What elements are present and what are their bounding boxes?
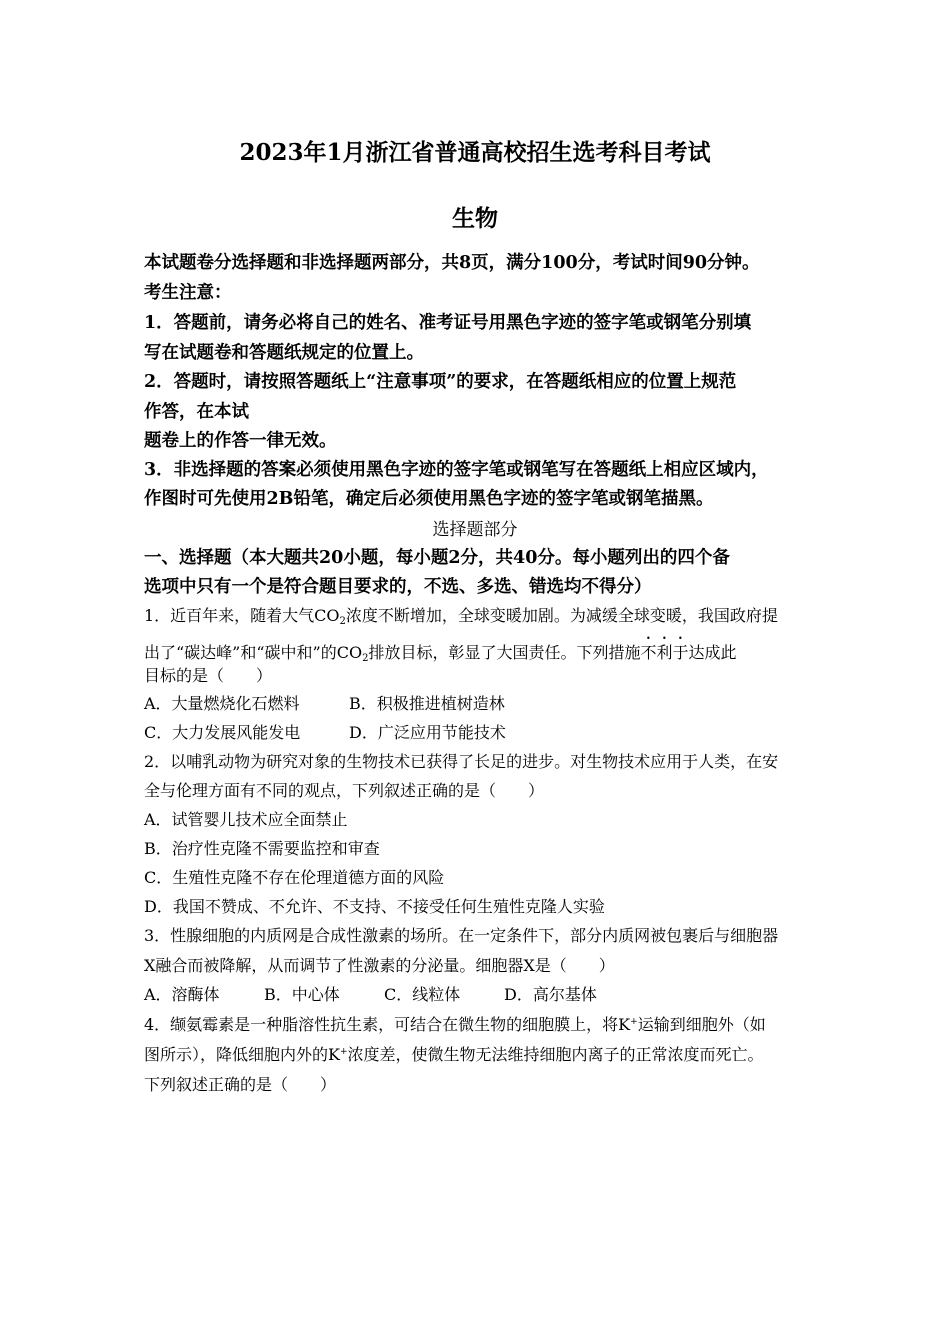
q2-option-d: D．我国不赞成、不允许、不支持、不接受任何生殖性克隆人实验: [144, 897, 605, 916]
q1-line1: [144, 603, 778, 627]
q4-text: 4．缬氨霉素是一种脂溶性抗生素，可结合在微生物的细胞膜上，将K: [144, 1015, 631, 1034]
notice-item2-line3: 题卷上的作答一律无效。: [144, 431, 337, 451]
notice-item1-line1: 1．答题前，请务必将自己的姓名、准考证号用黑色字迹的签字笔或钢笔分别填: [144, 313, 752, 333]
notice-item3-line2: 作图时可先使用2B铅笔，确定后必须使用黑色字迹的签字笔或钢笔描黑。: [144, 489, 714, 509]
q4-text: 浓度差，使微生物无法维持细胞内离子的正常浓度而死亡。: [347, 1045, 764, 1064]
q4-line1: [144, 1012, 766, 1035]
q4-line2: [144, 1042, 764, 1065]
q1-subscript: 2: [362, 653, 369, 664]
notice-heading: 考生注意：: [144, 283, 232, 303]
q1-option-b: B．积极推进植树造林: [349, 694, 505, 713]
q2-option-c: C．生殖性克隆不存在伦理道德方面的风险: [144, 868, 445, 887]
q1-line2: [144, 634, 737, 664]
q1-text: 排放目标，彰显了大国责任。下列措施: [368, 643, 641, 662]
q1-text: 达成此: [688, 643, 737, 662]
section-heading-line2: 选项中只有一个是符合题目要求的，不选、多选、错选均不得分）: [144, 577, 652, 597]
q1-text: 浓度不断增加，全球变暖加剧。为减缓全球变暖，我国政府提: [345, 606, 778, 625]
q3-options: [144, 982, 597, 1005]
q2-line2: 全与伦理方面有不同的观点，下列叙述正确的是（ ）: [144, 781, 545, 800]
q3-option-d: D．高尔基体: [504, 985, 597, 1004]
q2-option-b: B．治疗性克隆不需要监控和审查: [144, 839, 380, 858]
q2-option-a: A．试管婴儿技术应全面禁止: [144, 810, 348, 829]
exam-title: 2023年1月浙江省普通高校招生选考科目考试: [239, 139, 711, 166]
q4-line3: 下列叙述正确的是（ ）: [144, 1075, 337, 1094]
notice-item1-line2: 写在试题卷和答题纸规定的位置上。: [144, 343, 424, 363]
subject-title: 生物: [452, 205, 498, 232]
notice-item2-line2: 作答，在本试: [144, 402, 249, 422]
q3-line1: 3．性腺细胞的内质网是合成性激素的场所。在一定条件下，部分内质网被包裹后与细胞器: [144, 926, 779, 945]
q4-superscript: +: [630, 1017, 638, 1027]
q4-text: 运输到细胞外（如: [637, 1015, 766, 1034]
q2-line1: 2．以哺乳动物为研究对象的生物技术已获得了长足的进步。对生物技术应用于人类，在安: [144, 752, 779, 771]
part-title: 选择题部分: [432, 520, 518, 540]
q1-option-a: A．大量燃烧化石燃料: [144, 694, 300, 713]
q1-emphasis: 不利于: [640, 643, 689, 662]
q1-option-d: D．广泛应用节能技术: [349, 723, 506, 742]
q3-option-b: B．中心体: [264, 985, 340, 1004]
q1-subscript: 2: [339, 616, 346, 627]
notice-intro: 本试题卷分选择题和非选择题两部分，共8页，满分100分，考试时间90分钟。: [144, 253, 760, 273]
q1-options-row2: [144, 720, 506, 743]
q4-superscript: +: [339, 1047, 348, 1057]
q1-options-row1: [144, 691, 505, 714]
q1-option-c: C．大力发展风能发电: [144, 723, 301, 742]
q3-line2: X融合而被降解，从而调节了性激素的分泌量。细胞器X是（ ）: [144, 956, 615, 975]
notice-item3-line1: 3．非选择题的答案必须使用黑色字迹的签字笔或钢笔写在答题纸上相应区域内，: [144, 460, 769, 480]
q3-option-a: A．溶酶体: [144, 985, 220, 1004]
section-heading-line1: 一、选择题（本大题共20小题，每小题2分，共40分。每小题列出的四个备: [144, 548, 730, 568]
q4-text: 图所示），降低细胞内外的K: [144, 1045, 340, 1064]
q1-line3: 目标的是（ ）: [144, 666, 273, 685]
q3-option-c: C．线粒体: [384, 985, 461, 1004]
q1-text: 1．近百年来，随着大气CO: [144, 606, 340, 625]
q1-text: 出了“碳达峰”和“碳中和”的CO: [144, 643, 363, 662]
notice-item2-line1: 2．答题时，请按照答题纸上“注意事项”的要求，在答题纸相应的位置上规范: [144, 372, 737, 392]
